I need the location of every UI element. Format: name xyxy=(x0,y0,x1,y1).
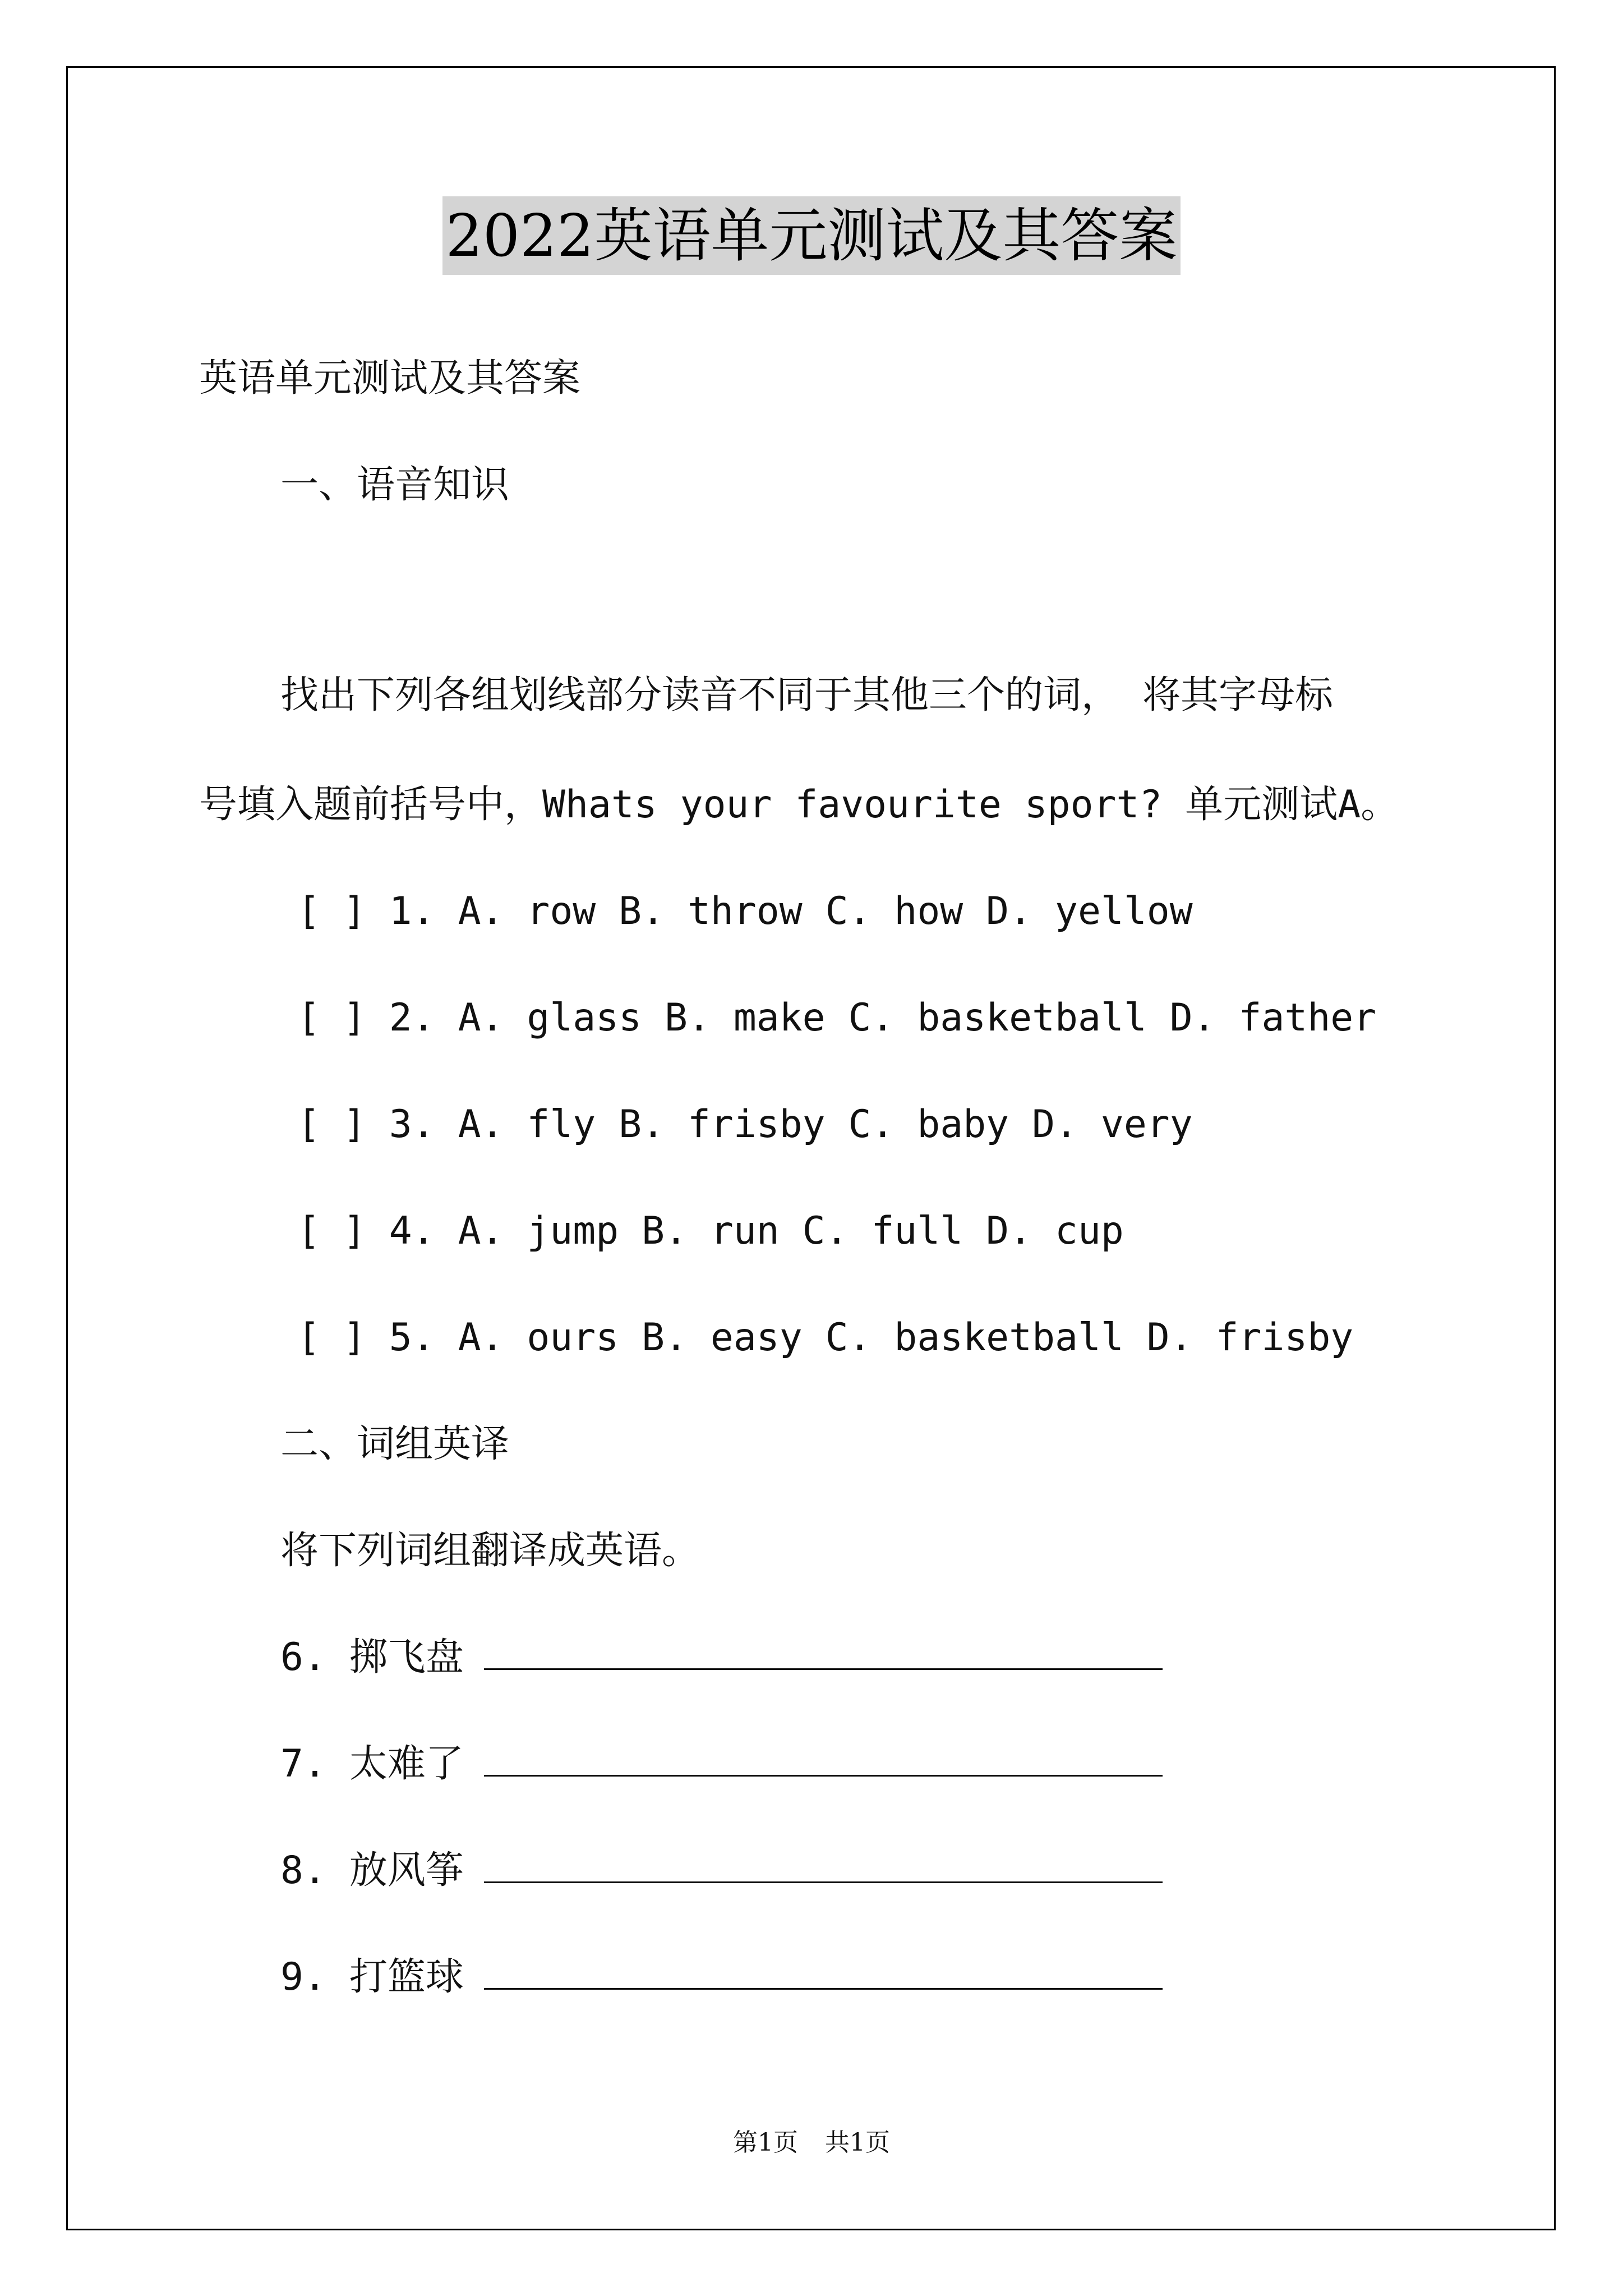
translation-instruction: 将下列词组翻译成英语。 xyxy=(280,1529,700,1573)
translation-item-6 xyxy=(280,1632,1163,1683)
answer-blank[interactable] xyxy=(484,1847,1163,1883)
translation-prompt: 9. 打篮球 xyxy=(280,1955,464,1999)
translation-item-8 xyxy=(280,1846,1163,1896)
translation-item-7 xyxy=(280,1739,1163,1789)
page-number-total: 共1页 xyxy=(825,2128,890,2157)
question-item-2: [ ] 2. A. glass B. make C. basketball D. father xyxy=(297,996,1377,1040)
question-item-3: [ ] 3. A. fly B. frisby C. baby D. very xyxy=(297,1102,1193,1147)
document-subtitle: 英语单元测试及其答案 xyxy=(199,356,581,401)
question-item-1: [ ] 1. A. row B. throw C. how D. yellow xyxy=(297,889,1193,933)
page-footer xyxy=(0,2126,1623,2160)
question-item-4: [ ] 4. A. jump B. run C. full D. cup xyxy=(297,1209,1124,1253)
translation-prompt: 8. 放风筝 xyxy=(280,1848,464,1893)
translation-prompt: 7. 太难了 xyxy=(280,1742,464,1786)
section-heading-translation: 二、词组英译 xyxy=(280,1422,510,1466)
instruction-line-1: 找出下列各组划线部分读音不同于其他三个的词， 将其字母标 xyxy=(280,673,1333,717)
document-title: 2022英语单元测试及其答案 xyxy=(442,196,1181,275)
answer-blank[interactable] xyxy=(484,1740,1163,1777)
page-number-current: 第1页 xyxy=(733,2128,798,2157)
answer-blank[interactable] xyxy=(484,1953,1163,1990)
instruction-line-2: 号填入题前括号中，Whats your favourite sport? 单元测试A。 xyxy=(199,783,1399,827)
question-item-5: [ ] 5. A. ours B. easy C. basketball D. frisby xyxy=(297,1315,1354,1360)
title-container xyxy=(0,196,1623,275)
translation-prompt: 6. 掷飞盘 xyxy=(280,1635,464,1680)
section-heading-phonetics: 一、语音知识 xyxy=(280,463,510,507)
translation-item-9 xyxy=(280,1952,1163,2003)
answer-blank[interactable] xyxy=(484,1634,1163,1670)
